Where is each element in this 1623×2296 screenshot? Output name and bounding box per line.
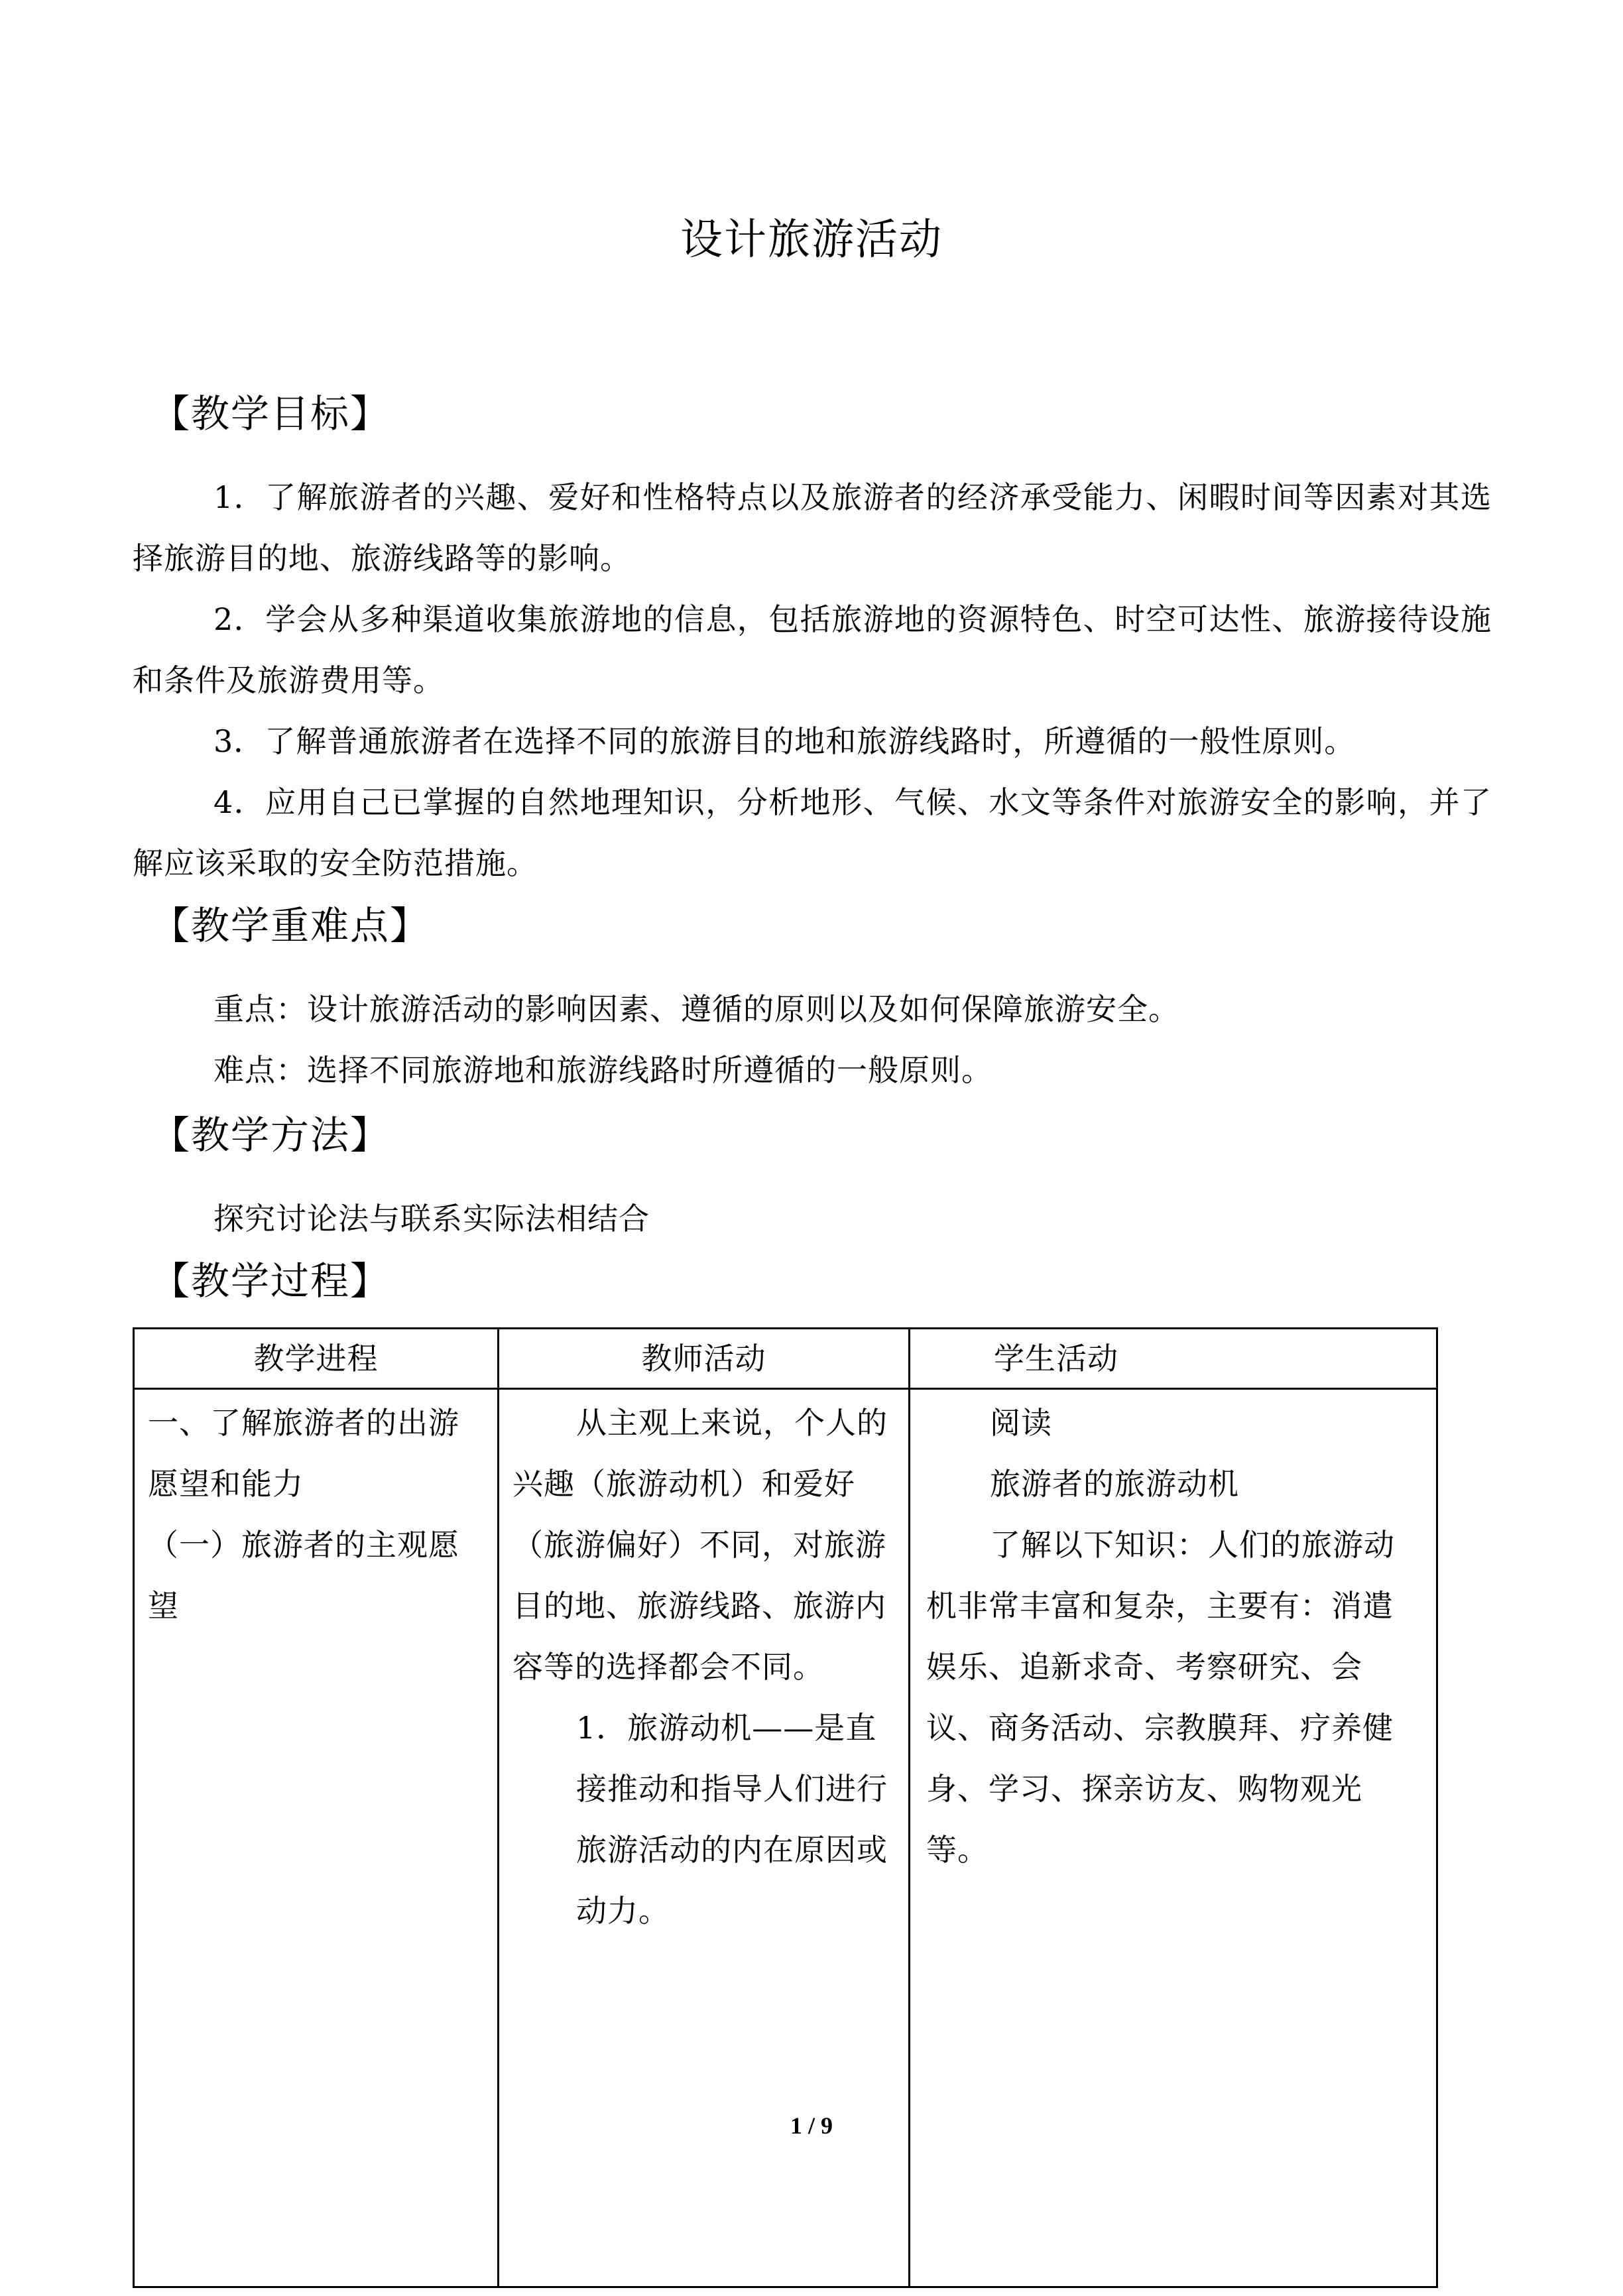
teacher-cell: [499, 1389, 910, 2287]
page-title: 设计旅游活动: [680, 215, 943, 265]
objective-item-4: 4．应用自己已掌握的自然地理知识，分析地形、气候、水文等条件对旅游安全的影响，并了解应该采取的安全防范措施。: [133, 784, 1492, 881]
student-line: 了解以下知识：人们的旅游动机非常丰富和复杂，主要有：消遣娱乐、追新求奇、考察研究、会议、商务活动、宗教膜拜、疗养健身、学习、探亲访友、购物观光等。: [926, 1527, 1395, 1868]
objective-item-3: 3．了解普通旅游者在选择不同的旅游目的地和旅游线路时，所遵循的一般性原则。: [213, 723, 1356, 759]
student-line: 阅读: [990, 1405, 1052, 1441]
table-header-row: [134, 1329, 1437, 1389]
header-teacher-activity: 教师活动: [499, 1329, 910, 1389]
teacher-intro: 从主观上来说，个人的兴趣（旅游动机）和爱好（旅游偏好）不同，对旅游目的地、旅游线路、旅游内容等的选择都会不同。: [512, 1405, 888, 1685]
objective-item-1: 1．了解旅游者的兴趣、爱好和性格特点以及旅游者的经济承受能力、闲暇时间等因素对其选择旅游目的地、旅游线路等的影响。: [133, 479, 1492, 576]
header-stage: 教学进程: [134, 1329, 499, 1389]
methods-text: 探究讨论法与联系实际法相结合: [213, 1201, 650, 1237]
table-row: [134, 1389, 1437, 2287]
key-point-focus: 重点：设计旅游活动的影响因素、遵循的原则以及如何保障旅游安全。: [213, 991, 1179, 1027]
stage-cell: [134, 1389, 499, 2287]
key-points-heading: 【教学重难点】: [151, 903, 430, 948]
teacher-point: 1．旅游动机——是直接推动和指导人们进行旅游活动的内在原因或动力。: [576, 1710, 888, 1929]
process-table: [133, 1327, 1438, 2288]
key-point-difficulty: 难点：选择不同旅游地和旅游线路时所遵循的一般原则。: [213, 1052, 992, 1088]
student-cell: [910, 1389, 1437, 2287]
stage-line: （一）旅游者的主观愿望: [148, 1527, 459, 1624]
objectives-heading: 【教学目标】: [151, 391, 391, 436]
process-heading: 【教学过程】: [151, 1258, 391, 1303]
header-student-activity: 学生活动: [910, 1329, 1437, 1389]
objective-item-2: 2．学会从多种渠道收集旅游地的信息，包括旅游地的资源特色、时空可达性、旅游接待设施和条件及旅游费用等。: [133, 601, 1492, 698]
page-number: 1 / 9: [790, 2112, 833, 2139]
student-line: 旅游者的旅游动机: [990, 1466, 1239, 1502]
stage-line: 一、了解旅游者的出游愿望和能力: [148, 1405, 459, 1502]
methods-heading: 【教学方法】: [151, 1113, 391, 1158]
